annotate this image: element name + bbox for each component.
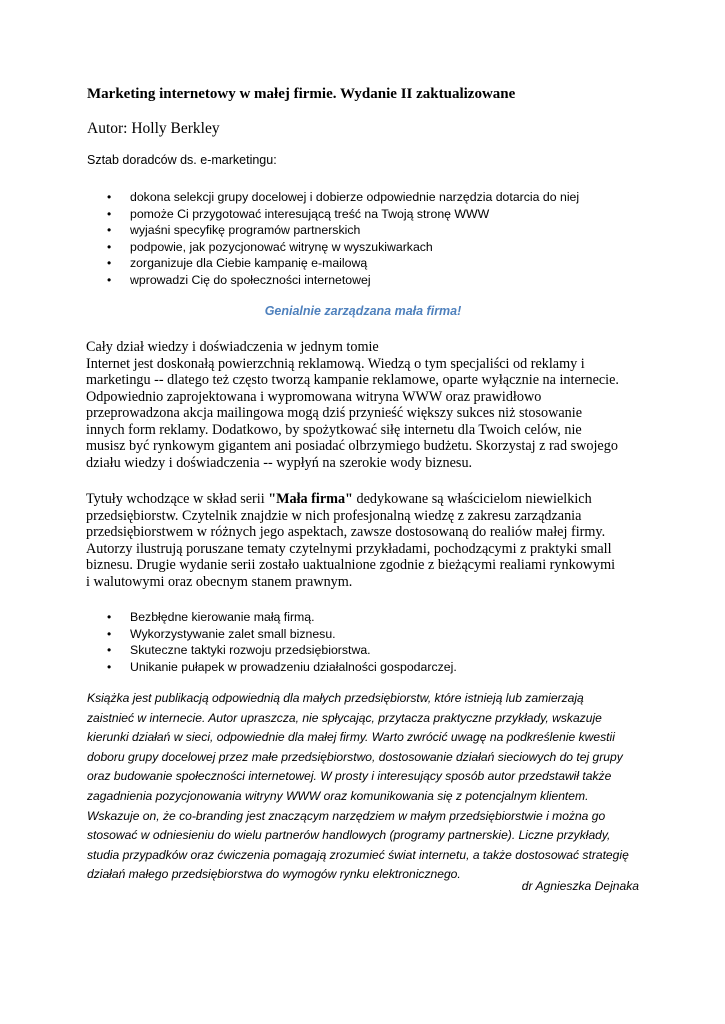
series-paragraph — [86, 491, 646, 590]
review-line: zagadnienia pozycjonowania witryny WWW oraz komunikowania się z potencjalnym klientem. — [87, 788, 589, 803]
paragraph-line: biznesu. Drugie wydanie serii zostało uaktualnione zgodnie z bieżącymi realiami rynkowymi — [86, 557, 616, 573]
bullet-icon: • — [107, 643, 112, 657]
list-item: • Wykorzystywanie zalet small biznesu. — [107, 626, 336, 641]
intro-paragraph — [86, 339, 646, 471]
list-item: • Unikanie pułapek w prowadzeniu działalności gospodarczej. — [107, 659, 457, 674]
review-line: Książka jest publikacją odpowiednią dla małych przedsiębiorstw, które istnieją lub zamierzają — [87, 691, 584, 705]
list-item: • Skuteczne taktyki rozwoju przedsiębiorstwa. — [107, 643, 371, 657]
paragraph-line: działu wiedzy i doświadczenia -- wypłyń na szerokie wody biznesu. — [86, 454, 473, 471]
review-line: studia przypadków oraz ćwiczenia pomagają zrozumieć świat internetu, a także dostosować strategię — [87, 847, 629, 862]
paragraph-line: Tytuły wchodzące w skład serii "Mała firma" dedykowane są właścicielom niewielkich — [86, 491, 592, 507]
paragraph-line: Cały dział wiedzy i doświadczenia w jednym tomie — [86, 339, 379, 355]
list-item: • pomoże Ci przygotować interesującą treść na Twoją stronę WWW — [107, 206, 490, 221]
bullet-icon: • — [107, 659, 112, 674]
bullet-icon: • — [107, 626, 112, 641]
bullet-icon: • — [107, 272, 112, 287]
review-line: doboru grupy docelowej przez małe przedsiębiorstwo, dostosowanie działań sieciowych do tej grupy — [87, 749, 623, 764]
paragraph-line: Odpowiednio zaprojektowana i wypromowana witryna WWW oraz prawidłowo — [86, 388, 542, 405]
slogan: Genialnie zarządzana mała firma! — [264, 304, 462, 318]
bullet-icon: • — [107, 223, 112, 237]
list-item: • wprowadzi Cię do społeczności internetowej — [107, 272, 371, 287]
review-line: oraz budowanie społeczności internetowej. W prosty i interesujący sposób autor przedstawił także — [87, 769, 612, 784]
paragraph-line: przeprowadzona akcja mailingowa mogą dziś przynieść większy sukces niż stosowanie — [86, 405, 583, 421]
services-list — [87, 189, 579, 288]
bullet-icon: • — [107, 256, 112, 270]
bullet-icon: • — [107, 239, 112, 254]
list-item: • wyjaśni specyfikę programów partnerskich — [107, 223, 361, 237]
paragraph-line: przedsiębiorstwem w różnych jego aspektach, zawsze dostosowaną do realiów małej firmy. — [86, 524, 606, 540]
review-signature: dr Agnieszka Dejnaka — [521, 879, 639, 893]
list-item: • podpowie, jak pozycjonować witrynę w wyszukiwarkach — [107, 239, 433, 254]
paragraph-line: innych form reklamy. Dodatkowo, by spożytkować siłę internetu dla Twoich celów, nie — [86, 421, 582, 438]
book-title: Marketing internetowy w małej firmie. Wydanie II zaktualizowane — [87, 86, 516, 102]
list-item: • zorganizuje dla Ciebie kampanię e-mailową — [107, 256, 368, 270]
review-line: zaistnieć w internecie. Autor upraszcza, nie spłycając, przytacza praktyczne przykłady, wskazuje — [87, 710, 602, 725]
list-item: • Bezbłędne kierowanie małą firmą. — [107, 610, 315, 624]
staff-heading: Sztab doradców ds. e-marketingu: — [87, 153, 277, 167]
paragraph-line: Autorzy ilustrują poruszane tematy czytelnymi przykładami, pochodzącymi z praktyki small — [86, 540, 612, 557]
series-name: "Mała firma" — [268, 491, 353, 507]
benefits-list — [87, 609, 457, 675]
book-author: Autor: Holly Berkley — [87, 120, 220, 137]
review-line: stosować w odniesieniu do wielu partnerów handlowych (programy partnerskie). Liczne przykłady, — [87, 828, 611, 843]
review-line: działań małego przedsiębiorstwa do wymogów rynku elektronicznego. — [87, 867, 461, 882]
bullet-icon: • — [107, 206, 112, 221]
review-paragraph — [87, 689, 639, 885]
paragraph-line: i walutowymi oraz obecnym stanem prawnym. — [86, 573, 353, 590]
review-line: kierunki działań w sieci, odpowiednie dla małej firmy. Warto zwrócić uwagę na podkreślenie kwestii — [87, 730, 615, 745]
review-line: Wskazuje on, że co-branding jest znaczącym narzędziem w małym przedsiębiorstwie i można go — [87, 808, 606, 823]
list-item: • dokona selekcji grupy docelowej i dobierze odpowiednie narzędzia dotarcia do niej — [107, 190, 580, 204]
bullet-icon: • — [107, 610, 112, 624]
paragraph-line: musisz być rynkowym gigantem ani posiadać olbrzymiego budżetu. Skorzystaj z rad swojego — [86, 438, 618, 454]
paragraph-line: Internet jest doskonałą powierzchnią reklamową. Wiedzą o tym specjaliści od reklamy i — [86, 355, 585, 372]
paragraph-line: przedsiębiorstw. Czytelnik znajdzie w nich profesjonalną wiedzę z zakresu zarządzania — [86, 507, 582, 524]
bullet-icon: • — [107, 190, 112, 204]
paragraph-line: marketingu -- dlatego też często tworzą kampanie reklamowe, oparte wyłącznie na internecie. — [86, 372, 619, 388]
